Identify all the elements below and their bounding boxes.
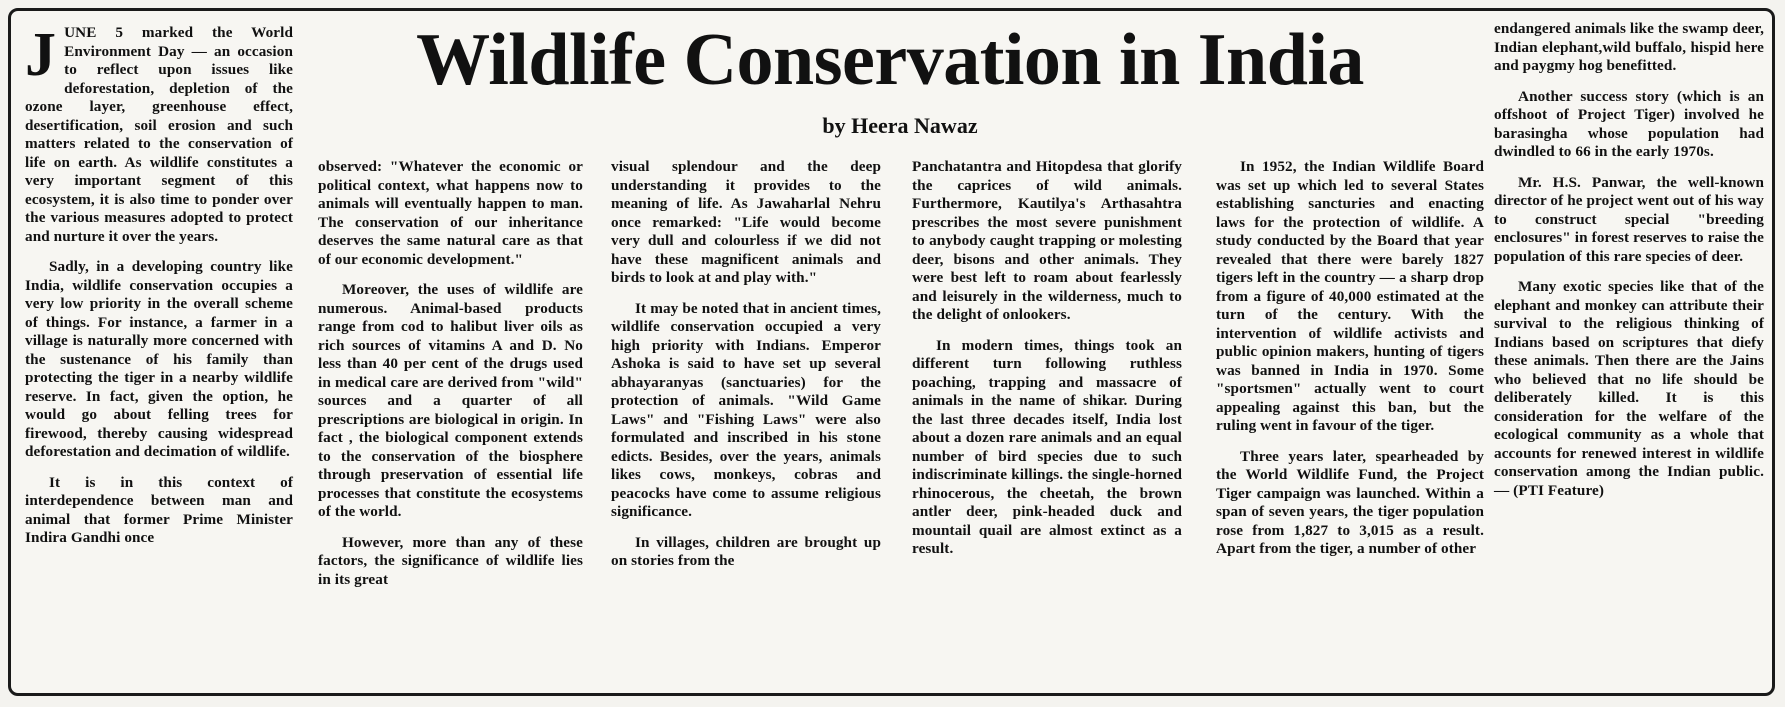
article-column-1 bbox=[25, 21, 293, 560]
byline: by Heera Nawaz bbox=[822, 113, 978, 138]
paragraph: However, more than any of these factors, the significance of wildlife lies in its great bbox=[318, 533, 583, 588]
article-column-3 bbox=[611, 158, 881, 583]
article-column-4 bbox=[912, 158, 1182, 571]
paragraph: Another success story (which is an offshoot of Project Tiger) involved he barasingha whose population had dwindled to 66 in the early 1970s. bbox=[1494, 87, 1764, 160]
drop-cap: J bbox=[25, 21, 57, 89]
paragraph: In 1952, the Indian Wildlife Board was set up which led to several States establishing sancturies and enacting laws for the protection of wildlife. A study conducted by the Board that year revealed that there were barely 1827 tigers left in the country — a sharp drop from a figure of 40,000 estimated at the turn of the century. With the intervention of wildlife activists and public opinion makers, hunting of tigers was banned in India in 1970. Some "sportsmen" actually went to court appealing against this ban, but the ruling went in favour of the tiger. bbox=[1216, 158, 1484, 434]
headline: Wildlife Conservation in India bbox=[416, 19, 1364, 101]
paragraph: JUNE 5 marked the World Environment Day — an occasion to reflect upon issues like deforestation, depletion of the ozone layer, greenhouse effect, desertification, soil erosion and such matters related to the conservation of life on earth. As wildlife constitutes a very important segment of this ecosystem, it is also time to ponder over the various measures adopted to protect and nurture it over the years. bbox=[25, 21, 293, 245]
paragraph: Moreover, the uses of wildlife are numerous. Animal-based products range from cod to halibut liver oils as rich sources of vitamins A and D. No less than 40 per cent of the drugs used in medical care are derived from "wild" sources and a quarter of all prescriptions are biological in origin. In fact , the biological component extends to the conservation of the biosphere through preservation of essential life processes that constitute the ecosystems of the world. bbox=[318, 281, 583, 520]
paragraph: In villages, children are brought up on stories from the bbox=[611, 533, 881, 569]
paragraph: Sadly, in a developing country like India, wildlife conservation occupies a very low priority in the overall scheme of things. For instance, a farmer in a village is naturally more concerned with the sustenance of his family than protecting the tiger in a nearby wildlife reserve. In fact, given the option, he would go about felling trees for firewood, thereby causing widespread deforestation and decimation of wildlife. bbox=[25, 258, 293, 460]
paragraph: endangered animals like the swamp deer, Indian elephant,wild buffalo, hispid here and paygmy hog benefitted. bbox=[1494, 20, 1764, 74]
paragraph: Many exotic species like that of the elephant and monkey can attribute their survival to the religious thinking of Indians based on scriptures that diefy these animals. Then there are the Jains who believed that no life should be deliberately killed. It is this consideration for the welfare of the ecological community as a whole that accounts for renewed interest in wildlife conservation among the Indian public. — (PTI Feature) bbox=[1494, 278, 1764, 499]
paragraph: visual splendour and the deep understanding it provides to the meaning of life. As Jawaharlal Nehru once remarked: "Life would become very dull and colourless if we did not have these magnificent animals and birds to look at and play with." bbox=[611, 158, 881, 286]
article-column-6 bbox=[1494, 20, 1764, 512]
paragraph: Three years later, spearheaded by the World Wildlife Fund, the Project Tiger campaign was launched. Within a span of seven years, the tiger population rose from 1,827 to 3,015 as a result. Apart from the tiger, a number of other bbox=[1216, 447, 1484, 557]
paragraph: observed: "Whatever the economic or political context, what happens now to animals will eventually happen to man. The conservation of our inheritance deserves the same natural care as that of our economic development." bbox=[318, 158, 583, 268]
paragraph: It is in this context of interdependence between man and animal that former Prime Minister Indira Gandhi once bbox=[25, 473, 293, 546]
paragraph: Panchatantra and Hitopdesa that glorify the caprices of wild animals. Furthermore, Kautilya's Arthasahtra prescribes the most severe punishment to anybody caught trapping or molesting deer, bisons and other animals. They were best left to roam about fearlessly and leisurely in the wilderness, much to the delight of onlookers. bbox=[912, 158, 1182, 323]
article-column-5 bbox=[1216, 158, 1484, 571]
article-column-2 bbox=[318, 158, 583, 601]
paragraph: Mr. H.S. Panwar, the well-known director of he project went out of his way to construct special "breeding enclosures" in forest reserves to raise the population of this rare species of deer. bbox=[1494, 173, 1764, 265]
paragraph: It may be noted that in ancient times, wildlife conservation occupied a very high priority with Indians. Emperor Ashoka is said to have set up several abhayaranyas (sanctuaries) for the protection of animals. "Wild Game Laws" and "Fishing Laws" were also formulated and inscribed in his stone edicts. Besides, over the years, animals likes cows, monkeys, cobras and peacocks have come to assume religious significance. bbox=[611, 299, 881, 520]
paragraph: In modern times, things took an different turn following ruthless poaching, trapping and massacre of animals in the name of shikar. During the last three decades itself, India lost about a dozen rare animals and an equal number of bird species due to such indiscriminate killings. the single-horned rhinocerous, the cheetah, the brown antler deer, pink-headed duck and mountail quail are almost extinct as a result. bbox=[912, 336, 1182, 557]
